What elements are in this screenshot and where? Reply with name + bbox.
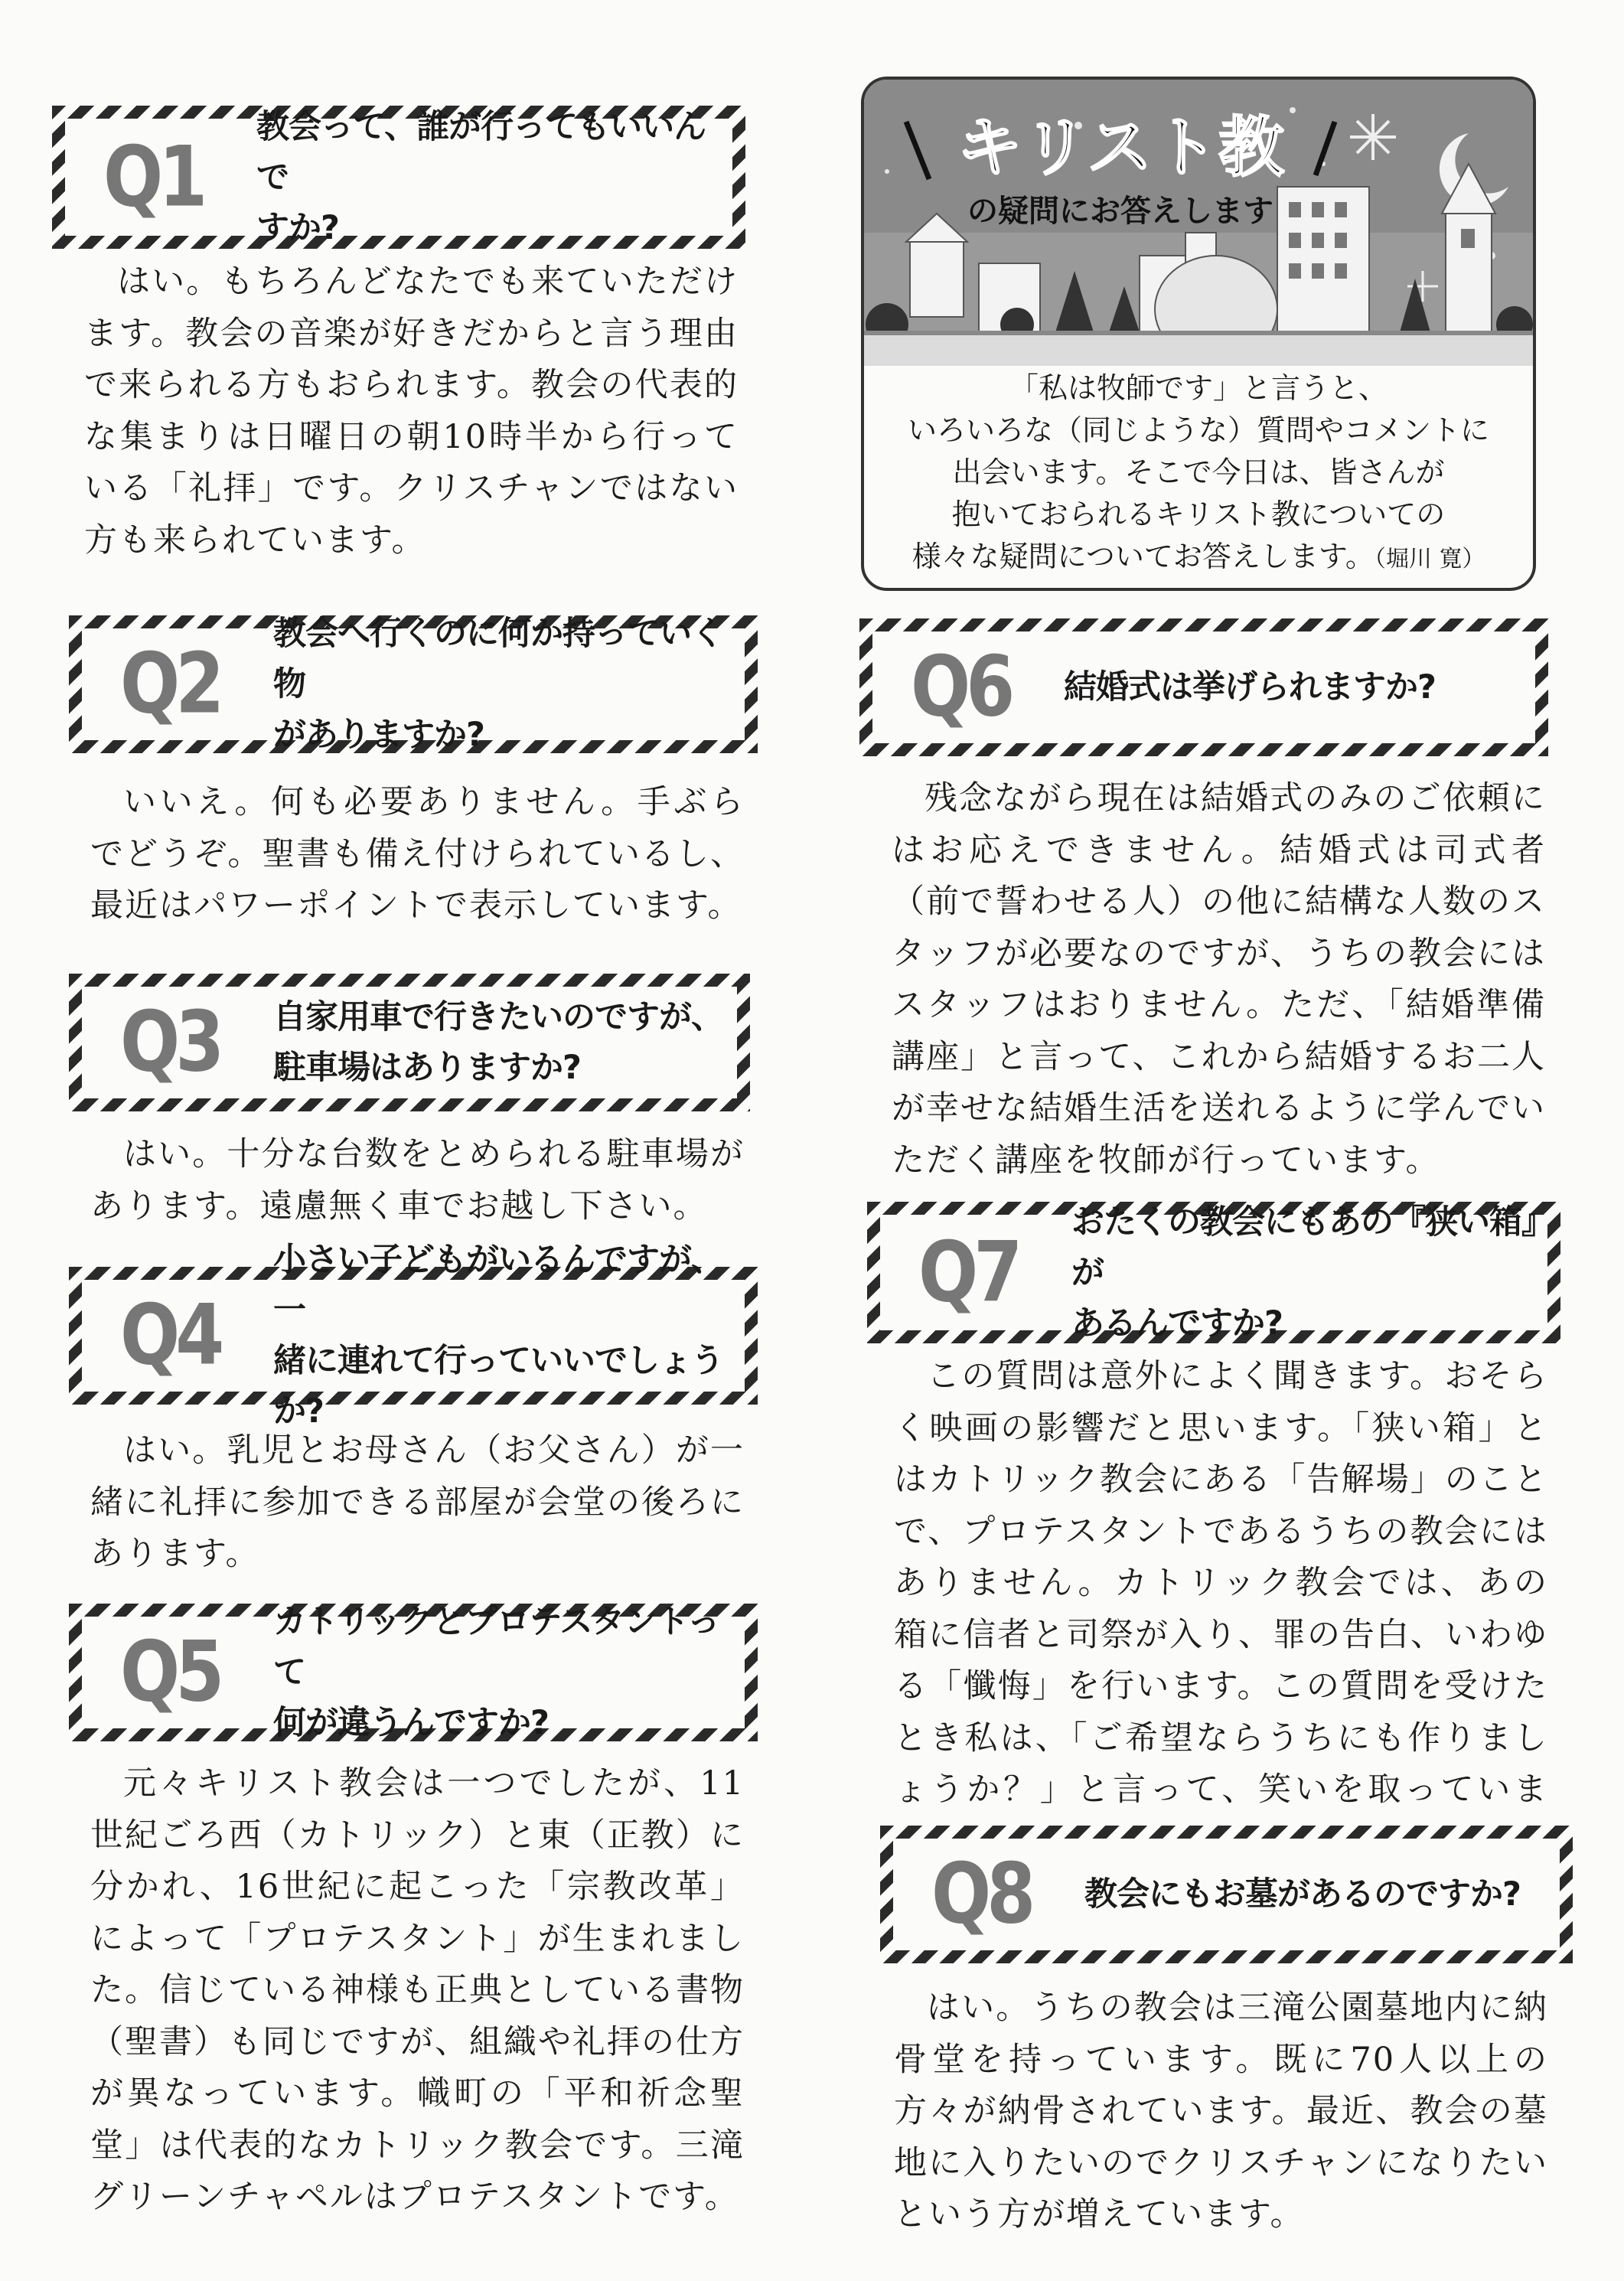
answer-q6: 残念ながら現在は結婚式のみのご依頼にはお応えできません。結婚式は司式者（前で誓わせる人）の他に結構な人数のスタッフが必要なのですが、うちの教会にはスタッフはおりません。ただ、「結婚準備講座」と言って、これから結婚するお二人が幸せな結婚生活を送れるように学んでいただく講座を牧師が行っています。 — [892, 779, 1546, 1180]
question-number: Q5 — [120, 1623, 220, 1721]
intro-line: 様々な疑問についてお答えします。 — [911, 540, 1375, 573]
question-number: Q3 — [120, 994, 220, 1091]
intro-line: いろいろな（同じような）質問やコメントに — [907, 413, 1489, 447]
question-box-q6 — [859, 618, 1548, 756]
answer-q1: はい。もちろんどなたでも来ていただけます。教会の音楽が好きだからと言う理由で来られる方もおられます。教会の代表的な集まりは日曜日の朝10時半から行っている「礼拝」です。クリスチャンではない方も来られています。 — [84, 263, 739, 560]
question-text — [273, 1597, 745, 1748]
intro-line-last — [864, 536, 1533, 580]
question-text — [1084, 1869, 1521, 1920]
question-line: 教会へ行くのに何か持っていく物 — [273, 615, 723, 703]
question-line: すか? — [256, 208, 339, 247]
banner-intro — [864, 367, 1533, 580]
answer-q5: 元々キリスト教会は一つでしたが、11世紀ごろ西（カトリック）と東（正教）に分かれ、16世紀に起こった「宗教改革」によって「プロテスタント」が生まれました。信じている神様も正典としている書物（聖書）も同じですが、組織や礼拝の仕方が異なっています。幟町の「平和祈念聖堂」は代表的なカトリック教会です。三滝グリーンチャペルはプロテスタントです。 — [90, 1764, 745, 2216]
question-box-q3 — [69, 974, 750, 1111]
question-line: 教会って、誰が行ってもいいんで — [256, 107, 706, 197]
question-text — [256, 102, 732, 253]
question-line: 小さい子どもがいるんですが、一 — [273, 1241, 723, 1330]
question-line: がありますか? — [273, 716, 484, 754]
banner-title: キリスト教 — [956, 109, 1285, 186]
question-line: カトリックとプロテスタントって — [273, 1603, 719, 1692]
question-box-q4 — [69, 1241, 758, 1431]
question-number: Q8 — [931, 1845, 1032, 1943]
author: （堀川 寛） — [1374, 546, 1485, 573]
question-line: 結婚式は挙げられますか? — [1064, 668, 1436, 706]
question-text — [273, 609, 745, 760]
intro-line: 出会います。そこで今日は、皆さんが — [952, 455, 1445, 489]
answer-q8: はい。うちの教会は三滝公園墓地内に納骨堂を持っています。既に70人以上の方々が納骨されています。最近、教会の墓地に入りたいのでクリスチャンになりたいという方が増えています。 — [894, 1989, 1548, 2234]
question-box-q8 — [880, 1826, 1573, 1963]
question-box-q2 — [69, 615, 758, 753]
question-line: 教会にもお墓があるのですか? — [1084, 1875, 1521, 1914]
answer-q2: いいえ。何も必要ありません。手ぶらでどうぞ。聖書も備え付けられているし、最近はパワーポイントで表示しています。 — [90, 783, 745, 925]
question-number: Q2 — [120, 635, 220, 733]
intro-line: 抱いておられるキリスト教についての — [951, 498, 1446, 531]
question-text — [1071, 1197, 1547, 1349]
question-box-q7 — [867, 1202, 1560, 1343]
answer-q3: はい。十分な台数をとめられる駐車場があります。遠慮無く車でお越し下さい。 — [90, 1135, 745, 1225]
question-number: Q7 — [918, 1223, 1019, 1321]
answer-q7: この質問は意外によく聞きます。おそらく映画の影響だと思います。「狭い箱」とはカトリック教会にある「告解場」のことで、プロテスタントであるうちの教会にはありません。カトリック教会では、あの箱に信者と司祭が入り、罪の告白、いわゆる「懺悔」を行います。この質問を受けたとき私は、「ご希望ならうちにも作りましょうか？」と言って、笑いを取っていま — [894, 1357, 1548, 1809]
question-line: 何が違うんですか? — [273, 1704, 549, 1742]
question-line: 自家用車で行きたいのですが、 — [273, 998, 723, 1036]
question-box-q5 — [69, 1604, 758, 1741]
intro-line: 「私は牧師です」と言うと、 — [1009, 371, 1388, 405]
banner-subtitle: の疑問にお答えします — [967, 194, 1273, 229]
question-line: あるんですか? — [1071, 1304, 1283, 1343]
question-text — [1064, 662, 1436, 713]
banner-illustration — [864, 80, 1533, 366]
question-box-q1 — [52, 106, 745, 249]
banner — [861, 77, 1536, 591]
question-line: 緒に連れて行っていいでしょうか? — [273, 1342, 723, 1431]
question-line: おたくの教会にもあの『狭い箱』が — [1071, 1203, 1538, 1292]
answer-q4: はい。乳児とお母さん（お父さん）が一緒に礼拝に参加できる部屋が会堂の後ろにあります。 — [90, 1431, 745, 1573]
question-number: Q1 — [103, 128, 204, 226]
question-text — [273, 992, 723, 1093]
question-number: Q6 — [911, 638, 1011, 736]
question-line: 駐車場はありますか? — [273, 1049, 581, 1087]
question-number: Q4 — [120, 1287, 220, 1384]
question-text — [273, 1235, 745, 1437]
snowflake-icon — [1350, 114, 1396, 160]
